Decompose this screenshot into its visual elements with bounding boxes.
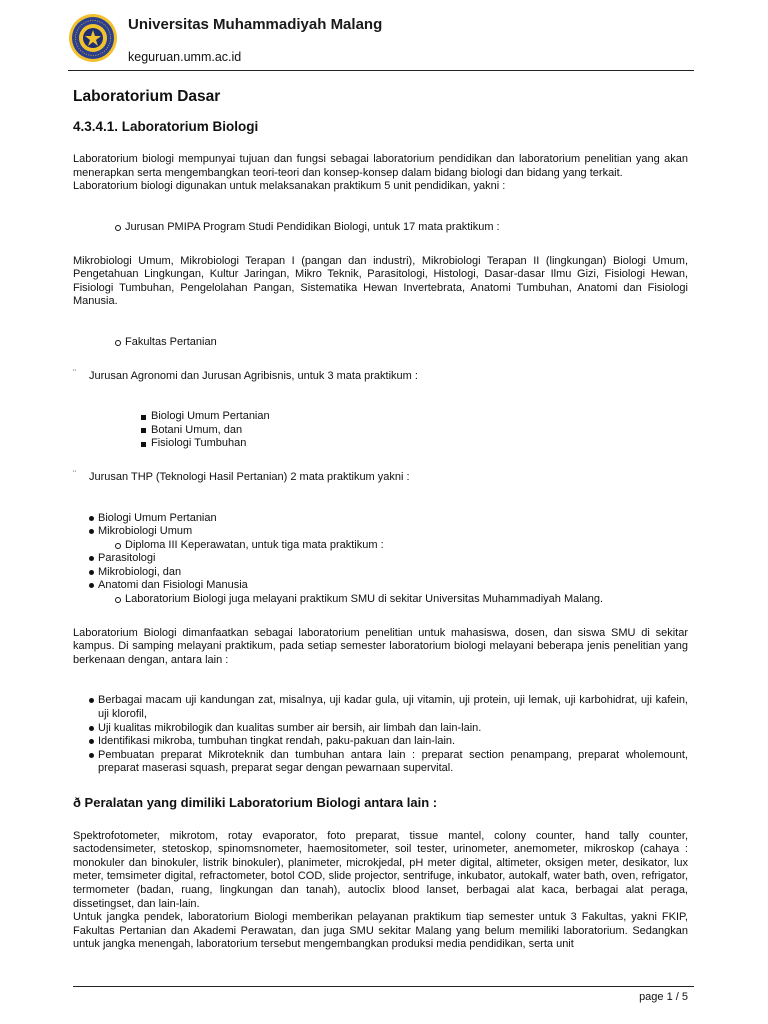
bullet-mark: ¨ xyxy=(73,367,76,378)
list-item: Mikrobiologi, dan xyxy=(73,566,688,580)
document-body xyxy=(73,90,688,952)
closing-paragraph: Untuk jangka pendek, laboratorium Biologi memberikan pelayanan praktikum tiap semester untuk 3 Fakultas, yakni FKIP, Fakultas Pertanian dan Akademi Perawatan, dan juga SMU sekitar Malang yang belum memiliki laboratorium. Sedangkan untuk jangka menengah, laboratorium tersebut mengembangkan produksi media pendidikan, serta unit xyxy=(73,911,688,951)
list-item: Pembuatan preparat Mikroteknik dan tumbuhan antara lain : preparat section penampang, preparat wholemount, preparat maserasi squash, preparat segar dengan pewarnaan supervital. xyxy=(73,749,688,776)
list-item: Parasitologi xyxy=(73,552,688,566)
thp-line xyxy=(73,468,688,485)
intro-paragraph-2: Laboratorium biologi digunakan untuk melaksanakan praktikum 5 unit pendidikan, yakni : xyxy=(73,180,506,193)
research-paragraph: Laboratorium Biologi dimanfaatkan sebagai laboratorium penelitian untuk mahasiswa, dosen, dan siswa SMU di sekitar kampus. Di samping melayani praktikum, pada setiap semester laboratorium biologi melayani beberapa jenis penelitian yang berkenaan dengan, antara lain : xyxy=(73,626,688,666)
site-url[interactable]: keguruan.umm.ac.id xyxy=(128,50,242,64)
intro-paragraph: Laboratorium biologi mempunyai tujuan dan fungsi sebagai laboratorium pendidikan dan laboratorium penelitian yang akan menerapkan serta mengembangkan teori-teori dan konsep-konsep dalam bidang biologi dan bidang yang terkait. xyxy=(73,153,688,179)
list-item-smu: Laboratorium Biologi juga melayani praktikum SMU di sekitar Universitas Muhammadiyah Malang. xyxy=(73,593,688,607)
list-item: Biologi Umum Pertanian xyxy=(73,512,688,526)
page-number: page 1 / 5 xyxy=(639,991,688,1003)
list-item: Berbagai macam uji kandungan zat, misalnya, uji kadar gula, uji vitamin, uji protein, uji lemak, uji karbohidrat, uji kafein, uji klorofil, xyxy=(73,694,688,721)
pmipa-courses: Mikrobiologi Umum, Mikrobiologi Terapan I (pangan dan industri), Mikrobiologi Terapan II (lingkungan) Biologi Umum, Pengetahuan Lingkungan, Kultur Jaringan, Mikro Teknik, Parasitologi, Histologi, Dasar-dasar Ilmu Gizi, Fisiologi Hewan, Fisiologi Tumbuhan, Pengelolahan Pangan, Sistematika Hewan Invertebrata, Anatomi Tumbuhan, Anatomi dan Fisiologi Manusia. xyxy=(73,254,688,308)
heading-main: Laboratorium Dasar xyxy=(73,88,221,105)
list-item-pmipa: Jurusan PMIPA Program Studi Pendidikan Biologi, untuk 17 mata praktikum : xyxy=(73,221,688,235)
university-name: Universitas Muhammadiyah Malang xyxy=(128,16,383,33)
list-item: Anatomi dan Fisiologi Manusia xyxy=(73,579,688,593)
list-item: Mikrobiologi Umum xyxy=(73,525,688,539)
agronomi-line xyxy=(73,367,688,384)
list-item-fakultas: Fakultas Pertanian xyxy=(73,336,688,350)
list-item-diploma: Diploma III Keperawatan, untuk tiga mata praktikum : xyxy=(73,539,688,553)
bullet-mark: ¨ xyxy=(73,468,76,479)
agronomi-text: Jurusan Agronomi dan Jurusan Agribisnis, untuk 3 mata praktikum : xyxy=(89,369,418,382)
list-item: Botani Umum, dan xyxy=(73,424,688,438)
page-footer xyxy=(73,986,694,1003)
university-logo xyxy=(68,13,118,63)
thp-text: Jurusan THP (Teknologi Hasil Pertanian) 2 mata praktikum yakni : xyxy=(89,470,410,483)
list-item: Fisiologi Tumbuhan xyxy=(73,437,688,451)
heading-section: 4.3.4.1. Laboratorium Biologi xyxy=(73,118,259,134)
page-header xyxy=(68,10,694,71)
list-item: Identifikasi mikroba, tumbuhan tingkat rendah, paku-pakuan dan lain-lain. xyxy=(73,735,688,749)
equipment-paragraph: Spektrofotometer, mikrotom, rotay evaporator, foto preparat, tissue mantel, colony counter, hand tally counter, sactodensimeter, stetoskop, spinomsnometer, haemositometer, soil tester, urinometer, anemometer, mikroskop (cahaya : monokuler dan binokuler, listrik binokuler), planimeter, microkjedal, pH meter digital, altimeter, oksigen meter, desikator, lux meter, temsimeter digital, refractometer, botol COD, slide projector, sentrifuge, inkubator, autokalf, water bath, oven, refrigator, termometer (badan, ruang, lingkungan dan tanah), autoclix blood lanset, berbagai alat kaca, berbagai alat peraga, dissetingset, dan lain-lain. xyxy=(73,829,688,910)
heading-equipment: ð Peralatan yang dimiliki Laboratorium Biologi antara lain : xyxy=(73,795,438,810)
list-item: Uji kualitas mikrobilogik dan kualitas sumber air bersih, air limbah dan lain-lain. xyxy=(73,722,688,736)
list-item: Biologi Umum Pertanian xyxy=(73,410,688,424)
